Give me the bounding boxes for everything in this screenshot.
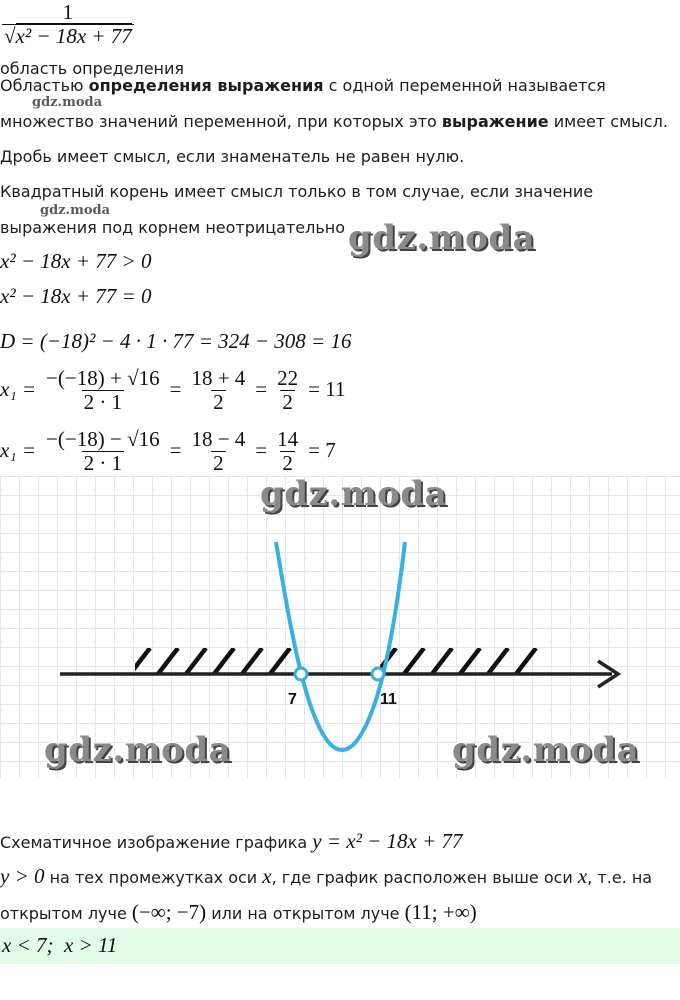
definition-line-2: множество значений переменной, при которых это выражение имеет смысл. bbox=[0, 112, 668, 131]
watermark-big: gdz.moda bbox=[452, 730, 640, 770]
discriminant: D = (−18)² − 4 · 1 · 77 = 324 − 308 = 16 bbox=[0, 329, 352, 353]
answer: x < 7; x > 11 bbox=[2, 933, 118, 957]
root-x1: x₁ = $\frac{-(-18) + √16}{2 \cdot 1}$ = $\frac{18 + 4}{2}$ = $\frac{22}{2}$ = 11 bbox=[0, 366, 346, 414]
top-fraction bbox=[2, 0, 134, 47]
label-7: 7 bbox=[288, 691, 297, 708]
watermark-big: gdz.moda bbox=[348, 218, 536, 258]
watermark-small: gdz.moda bbox=[40, 203, 111, 218]
watermark-big: gdz.moda bbox=[44, 730, 232, 770]
fraction-rule: Дробь имеет смысл, если знаменатель не равен нулю. bbox=[0, 147, 465, 166]
graph-caption: Схематичное изображение графика y = x² − 18x + 77 bbox=[0, 829, 463, 853]
inequality: x² − 18x + 77 > 0 bbox=[0, 249, 152, 273]
sqrt-rule-line-2: выражения под корнем неотрицательно bbox=[0, 218, 346, 237]
hatching-left bbox=[130, 648, 318, 674]
equation: x² − 18x + 77 = 0 bbox=[0, 284, 152, 308]
watermark-small: gdz.moda bbox=[32, 95, 103, 110]
root-point-11 bbox=[372, 668, 384, 680]
explanation-line-2: открытом луче (−∞; −7) или на открытом луче (11; +∞) bbox=[0, 900, 477, 924]
root-x2: x₁ = $\frac{-(-18) - √16}{2 \cdot 1}$ = $\frac{18 - 4}{2}$ = $\frac{14}{2}$ = 7 bbox=[0, 426, 336, 475]
label-11: 11 bbox=[380, 691, 397, 708]
sqrt-rule-line-1: Квадратный корень имеет смысл только в том случае, если значение bbox=[0, 182, 594, 201]
fraction-numerator: 1 bbox=[62, 0, 74, 24]
fraction-denominator: √x² − 18x + 77 bbox=[4, 24, 132, 48]
explanation-line-1: y > 0 на тех промежутках оси x, где график расположен выше оси x, т.е. на bbox=[0, 864, 653, 888]
root-point-7 bbox=[295, 668, 307, 680]
answer-box bbox=[0, 928, 680, 964]
definition-line-1: Областью определения выражения с одной переменной называется bbox=[0, 76, 606, 95]
cut-heading: область определения bbox=[0, 59, 185, 78]
parabola-curve bbox=[276, 542, 405, 750]
hatching-right bbox=[376, 648, 536, 674]
watermark-big: gdz.moda bbox=[260, 474, 448, 514]
